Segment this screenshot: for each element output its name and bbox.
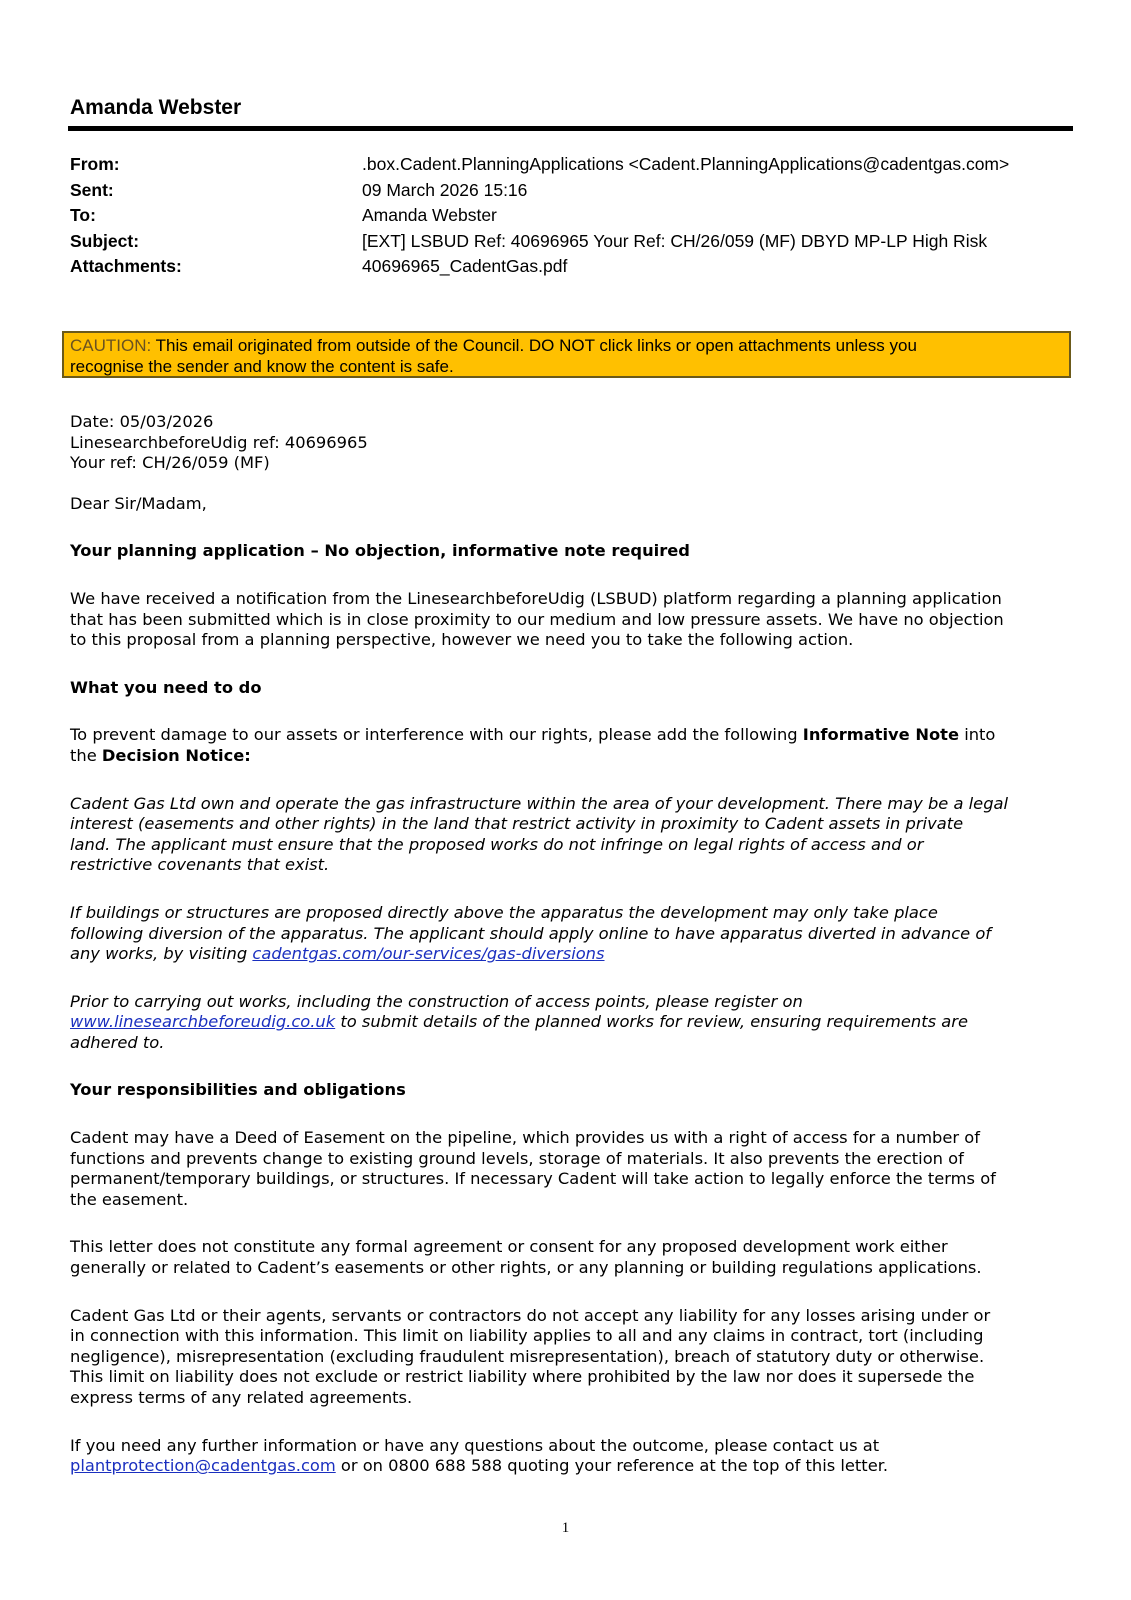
paragraph-line: to this proposal from a planning perspective, however we need you to take the following action. [70,630,854,650]
letter-body [70,412,1080,1504]
informative-note-term: Informative Note [802,725,960,745]
paragraph-line: This limit on liability does not exclude or restrict liability where prohibited by the law nor does it supersede the [70,1367,975,1387]
caution-prefix: CAUTION: [70,336,152,355]
paragraph-line: Prior to carrying out works, including the construction of access points, please register on [70,991,803,1011]
paragraph-add-informative [70,725,1080,766]
reference-block [70,412,1080,474]
paragraph-line: interest (easements and other rights) in the land that restrict activity in proximity to Cadent assets in private [70,814,964,834]
paragraph-contact [70,1436,1080,1477]
letter-date: Date: 05/03/2026 [70,412,214,431]
lsbud-reference: LinesearchbeforeUdig ref: 40696965 [70,432,368,452]
paragraph-text: or on 0800 688 588 quoting your reference at the top of this letter. [335,1456,889,1476]
paragraph-line: restrictive covenants that exist. [70,855,330,875]
paragraph-line: We have received a notification from the LinesearchbeforeUdig (LSBUD) platform regarding a planning application [70,588,1002,608]
paragraph-line: If buildings or structures are proposed directly above the apparatus the development may only take place [70,902,938,922]
email-header-fields [70,152,1075,280]
paragraph-notification [70,589,1080,651]
informative-note-paragraph-2 [70,903,1080,965]
to-value: Amanda Webster [362,205,497,225]
heading-what-to-do-text: What you need to do [70,677,262,697]
paragraph-line: permanent/temporary buildings, or structures. If necessary Cadent will take action to legally enforce the terms of [70,1169,996,1189]
informative-note-paragraph-3 [70,992,1080,1054]
sent-row [70,178,1075,204]
paragraph-line: functions and prevents change to existing ground levels, storage of materials. It also prevents the erection of [70,1148,964,1168]
paragraph-no-consent [70,1237,1080,1278]
gas-diversions-link[interactable]: cadentgas.com/our-services/gas-diversions [252,944,605,964]
caution-text-line1: This email originated from outside of the Council. DO NOT click links or open attachments unless you [151,336,917,355]
linesearchbeforeudig-link[interactable]: www.linesearchbeforeudig.co.uk [70,1012,336,1032]
plant-protection-email-link[interactable]: plantprotection@cadentgas.com [70,1456,336,1476]
heading-responsibilities [70,1080,1080,1101]
heading-what-to-do [70,678,1080,699]
paragraph-line: This letter does not constitute any formal agreement or consent for any proposed development work either [70,1237,948,1257]
informative-note-paragraph-1 [70,794,1080,876]
paragraph-text: to submit details of the planned works for review, ensuring requirements are [335,1012,968,1032]
mailbox-owner-name: Amanda Webster [70,96,242,119]
sent-value: 09 March 2026 15:16 [362,179,528,200]
from-row [70,152,1075,178]
external-email-caution-banner [62,331,1071,378]
paragraph-line: land. The applicant must ensure that the proposed works do not infringe on legal rights of access and or [70,834,924,854]
page-number: 1 [561,1520,570,1536]
paragraph-line: Cadent Gas Ltd own and operate the gas infrastructure within the area of your development. There may be a legal [70,793,1009,813]
paragraph-text: any works, by visiting [70,944,253,964]
sent-label: Sent: [70,179,114,200]
paragraph-line: If you need any further information or have any questions about the outcome, please contact us at [70,1435,880,1455]
from-value: .box.Cadent.PlanningApplications <Cadent.PlanningApplications@cadentgas.com> [362,154,1010,174]
from-label: From: [70,154,120,174]
decision-notice-term: Decision Notice: [101,745,251,765]
heading-planning-application-text: Your planning application – No objection, informative note required [70,541,690,561]
caution-text-line2: recognise the sender and know the content is safe. [70,357,454,376]
paragraph-text: the [70,745,102,765]
paragraph-line: Cadent Gas Ltd or their agents, servants or contractors do not accept any liability for any losses arising under or [70,1305,991,1325]
paragraph-line: express terms of any related agreements. [70,1388,413,1407]
header-divider [68,126,1073,131]
paragraph-line: that has been submitted which is in close proximity to our medium and low pressure assets. We have no objection [70,609,1004,629]
paragraph-line: the easement. [70,1189,189,1209]
heading-responsibilities-text: Your responsibilities and obligations [70,1080,406,1100]
salutation-text: Dear Sir/Madam, [70,493,207,513]
paragraph-line: negligence), misrepresentation (excluding fraudulent misrepresentation), breach of statutory duty or otherwise. [70,1346,985,1366]
paragraph-line: adhered to. [70,1032,165,1052]
subject-label: Subject: [70,230,140,251]
attachments-label: Attachments: [70,256,182,276]
paragraph-line: generally or related to Cadent’s easements or other rights, or any planning or building regulations applications. [70,1258,982,1278]
to-row [70,203,1075,229]
salutation [70,494,1080,515]
paragraph-deed-of-easement [70,1128,1080,1210]
subject-value: [EXT] LSBUD Ref: 40696965 Your Ref: CH/26/059 (MF) DBYD MP-LP High Risk [362,230,988,251]
your-reference: Your ref: CH/26/059 (MF) [70,453,270,473]
paragraph-line: following diversion of the apparatus. The applicant should apply online to have apparatus diverted in advance of [70,923,992,943]
paragraph-line: Cadent may have a Deed of Easement on the pipeline, which provides us with a right of access for a number of [70,1128,980,1148]
paragraph-text: To prevent damage to our assets or interference with our rights, please add the following [70,725,803,745]
to-label: To: [70,205,96,225]
heading-planning-application [70,541,1080,562]
paragraph-liability [70,1306,1080,1409]
paragraph-text: into [959,725,996,745]
attachment-file[interactable]: 40696965_CadentGas.pdf [362,256,568,276]
attachments-row [70,254,1075,280]
subject-row [70,229,1075,255]
paragraph-line: in connection with this information. This limit on liability applies to all and any claims in contract, tort (including [70,1326,984,1346]
